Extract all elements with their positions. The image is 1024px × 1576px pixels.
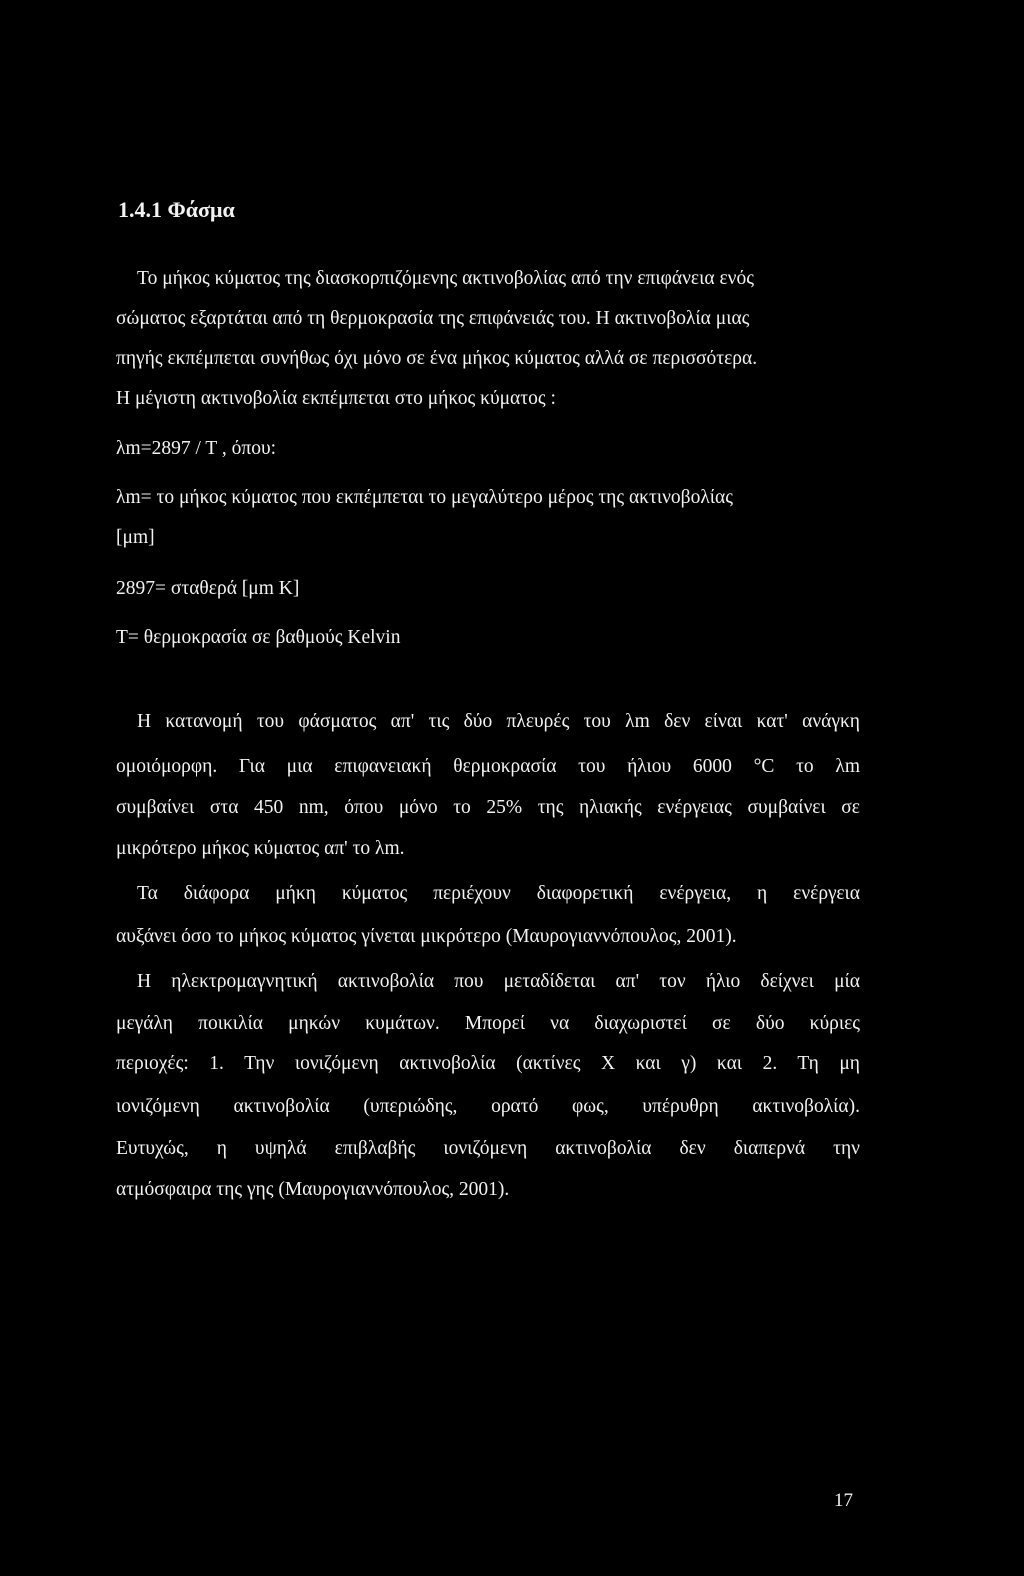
paragraph-3-line-2: αυξάνει όσο το μήκος κύματος γίνεται μικρότερο (Μαυρογιαννόπουλος, 2001).	[116, 926, 737, 947]
paragraph-2-line-3: συμβαίνει στα 450 nm, όπου μόνο το 25% της ηλιακής ενέργειας συμβαίνει σε	[116, 797, 860, 818]
paragraph-4-line-6: ατμόσφαιρα της γης (Μαυρογιαννόπουλος, 2001).	[116, 1179, 510, 1200]
paragraph-1-line-4: Η μέγιστη ακτινοβολία εκπέμπεται στο μήκος κύματος :	[116, 388, 556, 409]
definition-temperature: T= θερμοκρασία σε βαθμούς Kelvin	[116, 627, 401, 648]
definition-lm-line-2: [μm]	[116, 527, 155, 548]
paragraph-1-line-1: Το μήκος κύματος της διασκορπιζόμενης ακτινοβολίας από την επιφάνεια ενός	[137, 268, 754, 289]
paragraph-4-line-2: μεγάλη ποικιλία μηκών κυμάτων. Μπορεί να διαχωριστεί σε δύο κύριες	[116, 1013, 860, 1034]
paragraph-4-line-5: Ευτυχώς, η υψηλά επιβλαβής ιονιζόμενη ακτινοβολία δεν διαπερνά την	[116, 1138, 860, 1159]
definition-lm-line-1: λm= το μήκος κύματος που εκπέμπεται το μεγαλύτερο μέρος της ακτινοβολίας	[116, 487, 733, 508]
section-heading: 1.4.1 Φάσμα	[118, 197, 235, 222]
page-number: 17	[834, 1490, 853, 1511]
paragraph-4-line-1: Η ηλεκτρομαγνητική ακτινοβολία που μεταδίδεται απ' τον ήλιο δείχνει μία	[137, 971, 860, 992]
paragraph-2-line-4: μικρότερο μήκος κύματος απ' το λm.	[116, 838, 405, 859]
paragraph-2-line-1: Η κατανομή του φάσματος απ' τις δύο πλευρές του λm δεν είναι κατ' ανάγκη	[137, 711, 860, 732]
formula-line: λm=2897 / T , όπου:	[116, 438, 277, 459]
paragraph-3-line-1: Τα διάφορα μήκη κύματος περιέχουν διαφορετική ενέργεια, η ενέργεια	[137, 883, 860, 904]
paragraph-4-line-3: περιοχές: 1. Την ιονιζόμενη ακτινοβολία (ακτίνες Χ και γ) και 2. Τη μη	[116, 1053, 860, 1074]
paragraph-4-line-4: ιονιζόμενη ακτινοβολία (υπεριώδης, ορατό φως, υπέρυθρη ακτινοβολία).	[116, 1096, 860, 1117]
definition-constant: 2897= σταθερά [μm K]	[116, 578, 300, 599]
paragraph-1-line-2: σώματος εξαρτάται από τη θερμοκρασία της επιφάνειάς του. Η ακτινοβολία μιας	[116, 308, 750, 329]
paragraph-1-line-3: πηγής εκπέμπεται συνήθως όχι μόνο σε ένα μήκος κύματος αλλά σε περισσότερα.	[116, 348, 758, 369]
paragraph-2-line-2: ομοιόμορφη. Για μια επιφανειακή θερμοκρασία του ήλιου 6000 °C το λm	[116, 756, 860, 777]
